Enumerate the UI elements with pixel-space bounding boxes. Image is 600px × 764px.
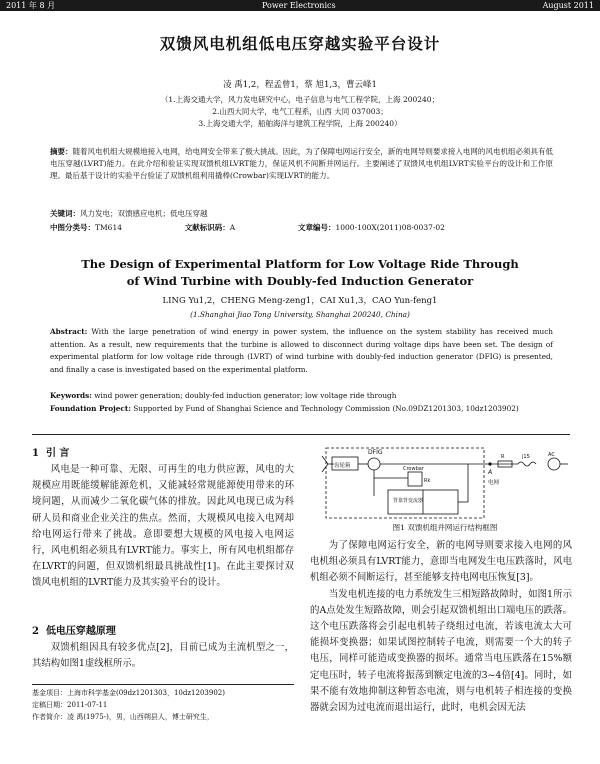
right-column-text (310, 538, 572, 716)
clc-label: 中图分类号： (50, 223, 95, 232)
header-journal-name: Power Electronics (262, 1, 336, 10)
ac-label: AC (548, 452, 555, 458)
foundation-en (50, 403, 553, 416)
journal-header-bar (0, 0, 600, 11)
affiliation-cn-3: 3.上海交通大学，船舶海洋与建筑工程学院，上海 200240） (198, 119, 402, 128)
abstract-en-text: With the large penetration of wind energy in power system, the influence on the system stability has received much attention. As a result, new requirements that the turbine is allowed to disconnect during voltage dips have been set. The design of experimental platform for low voltage ride through (LVRT) of wind turbine with doubly-fed induction generator (DFIG) is presented, and finally a case is investigated based on the experimental platform. (50, 327, 553, 374)
rk-label: Rk (424, 478, 431, 484)
section-2-paragraph: 双馈机组因具有较多优点[2]，目前已成为主流机型之一，其结构如图1虚线框所示。 (32, 642, 294, 670)
abstract-cn-text: 随着风电机组大规模地接入电网，给电网安全带来了极大挑战。因此，为了保障电网运行安全，新的电网导则要求接入电网的风电机组必须具有低电压穿越(LVRT)能力。在此介绍和验证实现双馈机组LVRT能力，保证风机不间断并网运行。主要阐述了双馈风电机组LVRT实验平台的设计和工作原理。最后基于设计的实验平台验证了双馈机组利用撬棒(Crowbar)实现LVRT的能力。 (50, 147, 554, 180)
affiliation-cn-1: （1.上海交通大学，风力发电研究中心，电子信息与电气工程学院，上海 200240； (160, 95, 440, 104)
intro-paragraph: 风电是一种可靠、无限、可再生的电力供应源，风电的大规模应用既能缓解能源危机，又能减轻常规能源使用带来的环境问题，从而减少二氧化碳气体的排放。因此风电现已成为科研人员和商业企业关注的焦点。然而，大规模风电接入电网却给电网运行带来了挑战。意即要想大规模的风电接入电网运行，风电机组必须具有LVRT能力。事实上，所有风电机组都存在LVRT的问题，但双馈机组最具挑战性[1]。在此主要探讨双馈风电机组的LVRT能力及其实验平台的设计。 (32, 464, 294, 589)
doc-code-label: 文献标识码： (184, 223, 230, 232)
section-2-title: 低电压穿越原理 (45, 626, 116, 637)
affiliation-cn-2: 2.山西大同大学，电气工程系，山西 大同 037003； (212, 107, 388, 116)
section-2-heading (32, 622, 116, 637)
abstract-cn-label: 摘要： (50, 147, 73, 156)
article-no-label: 文章编号： (297, 223, 336, 232)
generator-symbol (368, 458, 380, 470)
foundation-en-label: Foundation Project: (50, 404, 131, 413)
paper-title-cn: 双馈风电机组低电压穿越实验平台设计 (159, 34, 441, 53)
footnote-author: 作者简介：凌 禹(1975-)，男，山西朔县人，博士研究生， (32, 713, 214, 721)
affiliation-en: (1.Shanghai Jiao Tong University, Shanghai 200240, China) (190, 310, 410, 319)
authors-cn: 凌 禹1,2，程孟曾1，蔡 旭1,3，曹云峰1 (223, 80, 377, 90)
gearbox-label: 齿轮箱 (334, 463, 351, 469)
header-date-en: August 2011 (542, 1, 594, 10)
figure-1-caption: 图1 双馈机组并网运行结构框图 (392, 523, 498, 532)
grid-label: 电网 (488, 480, 500, 486)
section-divider (32, 434, 570, 435)
crowbar-block (408, 472, 422, 486)
dfig-label: DFIG (368, 449, 383, 456)
fault-point-a (488, 462, 491, 465)
keywords-cn-label: 关键词： (50, 209, 80, 218)
keywords-en (50, 390, 553, 403)
inductor-symbol (518, 462, 536, 466)
paper-title-en (0, 256, 600, 290)
lvrt-requirement-paragraph: 为了保障电网运行安全，新的电网导则要求接入电网的风电机组必须具有LVRT能力，意即当电网发生电压跌落时，风电机组必须不间断运行，甚至能够支持电网电压恢复[3]。 (310, 540, 572, 584)
xl-label: j15 (522, 454, 530, 460)
clc-value: TM614 (95, 223, 122, 232)
paper-title-en-line-1: The Design of Experimental Platform for Low Voltage Ride Through (81, 257, 519, 271)
converter-label: 背靠背变流器 (393, 498, 424, 504)
section-1-heading (32, 444, 69, 459)
footnote-date: 定稿日期：2011-07-11 (32, 701, 108, 709)
classification-line (50, 222, 553, 234)
foundation-en-text: Supported by Fund of Shanghai Science and Technology Commission (No.09DZ1201303, 10dz1203902) (133, 404, 519, 413)
fault-analysis-paragraph: 当发电机连接的电力系统发生三相短路故障时，如图1所示的A点处发生短路故障，则会引起双馈机组出口端电压的跌落。这个电压跌落将会引起电机转子绕组过电流，若该电流太大可能损坏变换器；如果试图控制转子电流，则需要一个大的转子电压，同样可能造成变换器的损坏。通常当电压跌落在15%额定电压时，转子电流将振荡到额定电流的3~4倍[4]。同时，如果不能有效地抑制这种暂态电流，则与电机转子相连接的变换器就会因为过电流而退出运行，此时，电机会因无法 (310, 588, 572, 714)
point-a-label: A (488, 469, 493, 476)
r-label: R (501, 454, 505, 460)
footnote-rule (32, 684, 294, 685)
intro-text (32, 462, 294, 592)
crowbar-label: Crowbar (403, 466, 424, 472)
footnote-fund: 基金项目：上海市科学基金(09dz1201303，10dz1203902) (32, 689, 225, 697)
section-2-number: 2 (32, 626, 39, 637)
abstract-en-label: Abstract: (50, 327, 88, 336)
keywords-en-text: wind power generation; doubly-fed induction generator; low voltage ride through (94, 391, 397, 400)
abstract-en (50, 326, 553, 376)
section-2-text (32, 640, 294, 672)
abstract-cn (50, 146, 553, 182)
header-date-cn: 2011 年 8 月 (6, 1, 56, 10)
ac-source-symbol (548, 458, 560, 470)
authors-en: LING Yu1,2，CHENG Meng-zeng1，CAI Xu1,3，CAO Yun-feng1 (162, 296, 438, 306)
section-1-number: 1 (32, 448, 39, 459)
section-1-title: 引 言 (45, 448, 70, 459)
article-no-value: 1000-100X(2011)08-0037-02 (335, 223, 445, 232)
keywords-en-label: Keywords: (50, 391, 92, 400)
keywords-cn (50, 208, 553, 220)
figure-1-diagram (318, 444, 570, 522)
dfig-dashed-box (326, 448, 484, 518)
paper-title-en-line-2: of Wind Turbine with Doubly-fed Induction Generator (126, 274, 474, 288)
keywords-cn-text: 风力发电；双馈感应电机；低电压穿越 (80, 209, 208, 218)
doc-code-value: A (229, 223, 236, 232)
